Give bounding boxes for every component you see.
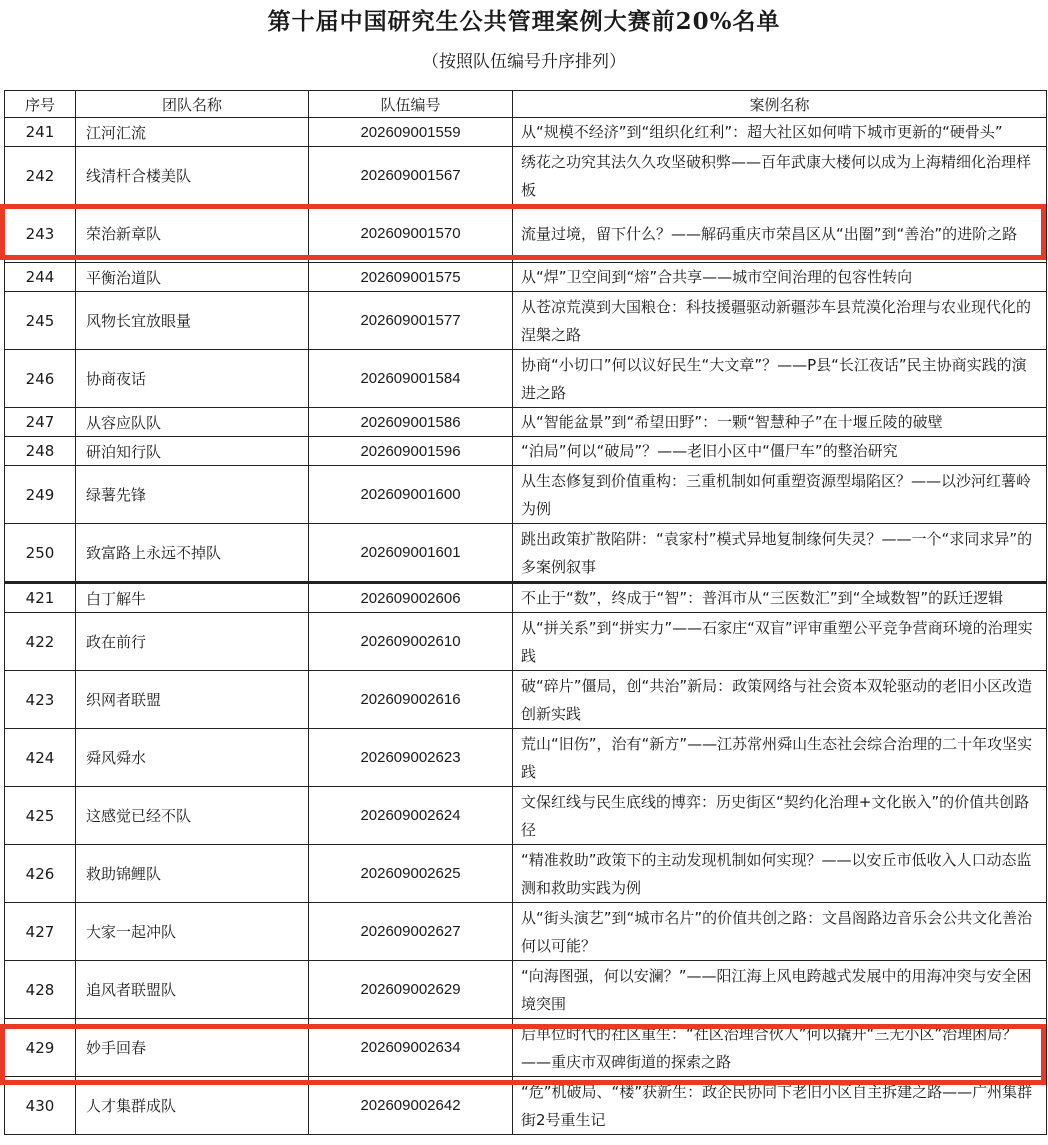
table-row — [5, 583, 1047, 613]
row-code: 202609002625 — [309, 845, 513, 903]
row-team: 研泊知行队 — [76, 437, 309, 466]
table-row — [5, 903, 1047, 961]
row-code: 202609002634 — [309, 1019, 513, 1077]
row-case: 从“拼关系”到“拼实力”——石家庄“双盲”评审重塑公平竞争营商环境的治理实践 — [513, 613, 1047, 671]
row-code: 202609001601 — [309, 524, 513, 583]
row-team: 白丁解牛 — [76, 583, 309, 613]
table-row-highlighted — [5, 1019, 1047, 1077]
row-code: 202609001567 — [309, 147, 513, 205]
row-team: 从容应队队 — [76, 408, 309, 437]
row-case: “精准救助”政策下的主动发现机制如何实现？——以安丘市低收入人口动态监测和救助实践为例 — [513, 845, 1047, 903]
row-case: 从“规模不经济”到“组织化红利”：超大社区如何啃下城市更新的“硬骨头” — [513, 118, 1047, 147]
row-case: 从生态修复到价值重构：三重机制如何重塑资源型塌陷区？——以沙河红薯岭为例 — [513, 466, 1047, 524]
document-subtitle: （按照队伍编号升序排列） — [422, 52, 626, 72]
row-team: 风物长宜放眼量 — [76, 292, 309, 350]
results-table — [4, 90, 1047, 1135]
row-case: “向海图强，何以安澜？”——阳江海上风电跨越式发展中的用海冲突与安全困境突围 — [513, 961, 1047, 1019]
row-code: 202609001600 — [309, 466, 513, 524]
table-row — [5, 292, 1047, 350]
table-row — [5, 466, 1047, 524]
row-seq: 430 — [5, 1077, 76, 1135]
row-seq: 421 — [5, 583, 76, 613]
header-case: 案例名称 — [513, 91, 1047, 118]
table-row — [5, 524, 1047, 583]
document-title: 第十届中国研究生公共管理案例大赛前20%名单 — [267, 8, 781, 35]
row-team: 大家一起冲队 — [76, 903, 309, 961]
row-case: 不止于“数”，终成于“智”：普洱市从“三医数汇”到“全域数智”的跃迁逻辑 — [513, 583, 1047, 613]
row-case: “危”机破局、“楼”获新生：政企民协同下老旧小区自主拆建之路——广州集群街2号重生记 — [513, 1077, 1047, 1135]
table-row — [5, 437, 1047, 466]
header-team: 团队名称 — [76, 91, 309, 118]
row-seq: 249 — [5, 466, 76, 524]
row-team: 舜风舜水 — [76, 729, 309, 787]
table-row-highlighted — [5, 205, 1047, 263]
row-case: 破“碎片”僵局，创“共治”新局：政策网络与社会资本双轮驱动的老旧小区改造创新实践 — [513, 671, 1047, 729]
row-case: 跳出政策扩散陷阱：“袁家村”模式异地复制缘何失灵？——一个“求同求异”的多案例叙事 — [513, 524, 1047, 583]
row-code: 202609001596 — [309, 437, 513, 466]
row-seq: 429 — [5, 1019, 76, 1077]
row-seq: 423 — [5, 671, 76, 729]
row-case: 绣花之功究其法久久攻坚破积弊——百年武康大楼何以成为上海精细化治理样板 — [513, 147, 1047, 205]
row-case: 后单位时代的社区重生：“社区治理合伙人”何以撬开“三无小区”治理困局？——重庆市双碑街道的探索之路 — [513, 1019, 1047, 1077]
table-row — [5, 671, 1047, 729]
row-case: 流量过境，留下什么？——解码重庆市荣昌区从“出圈”到“善治”的进阶之路 — [513, 205, 1047, 263]
table-row — [5, 118, 1047, 147]
header-seq: 序号 — [5, 91, 76, 118]
row-case: 文保红线与民生底线的博弈：历史街区“契约化治理+文化嵌入”的价值共创路径 — [513, 787, 1047, 845]
row-seq: 250 — [5, 524, 76, 583]
row-seq: 426 — [5, 845, 76, 903]
row-case: 协商“小切口”何以议好民生“大文章”？——P县“长江夜话”民主协商实践的演进之路 — [513, 350, 1047, 408]
table-row — [5, 961, 1047, 1019]
row-seq: 243 — [5, 205, 76, 263]
row-team: 协商夜话 — [76, 350, 309, 408]
row-code: 202609002616 — [309, 671, 513, 729]
row-team: 追风者联盟队 — [76, 961, 309, 1019]
row-seq: 244 — [5, 263, 76, 292]
row-seq: 427 — [5, 903, 76, 961]
row-code: 202609002610 — [309, 613, 513, 671]
row-team: 线清杆合楼美队 — [76, 147, 309, 205]
row-code: 202609001584 — [309, 350, 513, 408]
row-team: 妙手回春 — [76, 1019, 309, 1077]
row-seq: 422 — [5, 613, 76, 671]
row-code: 202609001575 — [309, 263, 513, 292]
row-seq: 247 — [5, 408, 76, 437]
row-team: 平衡治道队 — [76, 263, 309, 292]
table-row — [5, 613, 1047, 671]
row-case: 从“焊”卫空间到“熔”合共享——城市空间治理的包容性转向 — [513, 263, 1047, 292]
table-row — [5, 729, 1047, 787]
header-code: 队伍编号 — [309, 91, 513, 118]
row-code: 202609002623 — [309, 729, 513, 787]
row-seq: 425 — [5, 787, 76, 845]
table-row — [5, 350, 1047, 408]
row-team: 政在前行 — [76, 613, 309, 671]
row-seq: 245 — [5, 292, 76, 350]
row-code: 202609001577 — [309, 292, 513, 350]
row-seq: 424 — [5, 729, 76, 787]
row-case: “泊局”何以“破局”？——老旧小区中“僵尸车”的整治研究 — [513, 437, 1047, 466]
table-row — [5, 845, 1047, 903]
row-code: 202609002627 — [309, 903, 513, 961]
row-code: 202609001559 — [309, 118, 513, 147]
row-team: 江河汇流 — [76, 118, 309, 147]
row-code: 202609001586 — [309, 408, 513, 437]
row-code: 202609002629 — [309, 961, 513, 1019]
row-case: 从“街头演艺”到“城市名片”的价值共创之路：文昌阁路边音乐会公共文化善治何以可能？ — [513, 903, 1047, 961]
table-header-row — [5, 91, 1047, 118]
row-team: 荣治新章队 — [76, 205, 309, 263]
row-seq: 248 — [5, 437, 76, 466]
row-code: 202609002642 — [309, 1077, 513, 1135]
row-team: 绿薯先锋 — [76, 466, 309, 524]
row-team: 人才集群成队 — [76, 1077, 309, 1135]
row-case: 从“智能盆景”到“希望田野”：一颗“智慧种子”在十堰丘陵的破壁 — [513, 408, 1047, 437]
row-code: 202609002624 — [309, 787, 513, 845]
row-seq: 428 — [5, 961, 76, 1019]
row-team: 这感觉已经不队 — [76, 787, 309, 845]
table-row — [5, 147, 1047, 205]
table-row — [5, 787, 1047, 845]
table-row — [5, 1077, 1047, 1135]
row-seq: 242 — [5, 147, 76, 205]
row-case: 从苍凉荒漠到大国粮仓：科技援疆驱动新疆莎车县荒漠化治理与农业现代化的涅槃之路 — [513, 292, 1047, 350]
row-team: 致富路上永远不掉队 — [76, 524, 309, 583]
row-case: 荒山“旧伤”，治有“新方”——江苏常州舜山生态社会综合治理的二十年攻坚实践 — [513, 729, 1047, 787]
row-seq: 241 — [5, 118, 76, 147]
row-seq: 246 — [5, 350, 76, 408]
table-row — [5, 263, 1047, 292]
row-team: 救助锦鲤队 — [76, 845, 309, 903]
row-team: 织网者联盟 — [76, 671, 309, 729]
table-row — [5, 408, 1047, 437]
row-code: 202609001570 — [309, 205, 513, 263]
row-code: 202609002606 — [309, 583, 513, 613]
